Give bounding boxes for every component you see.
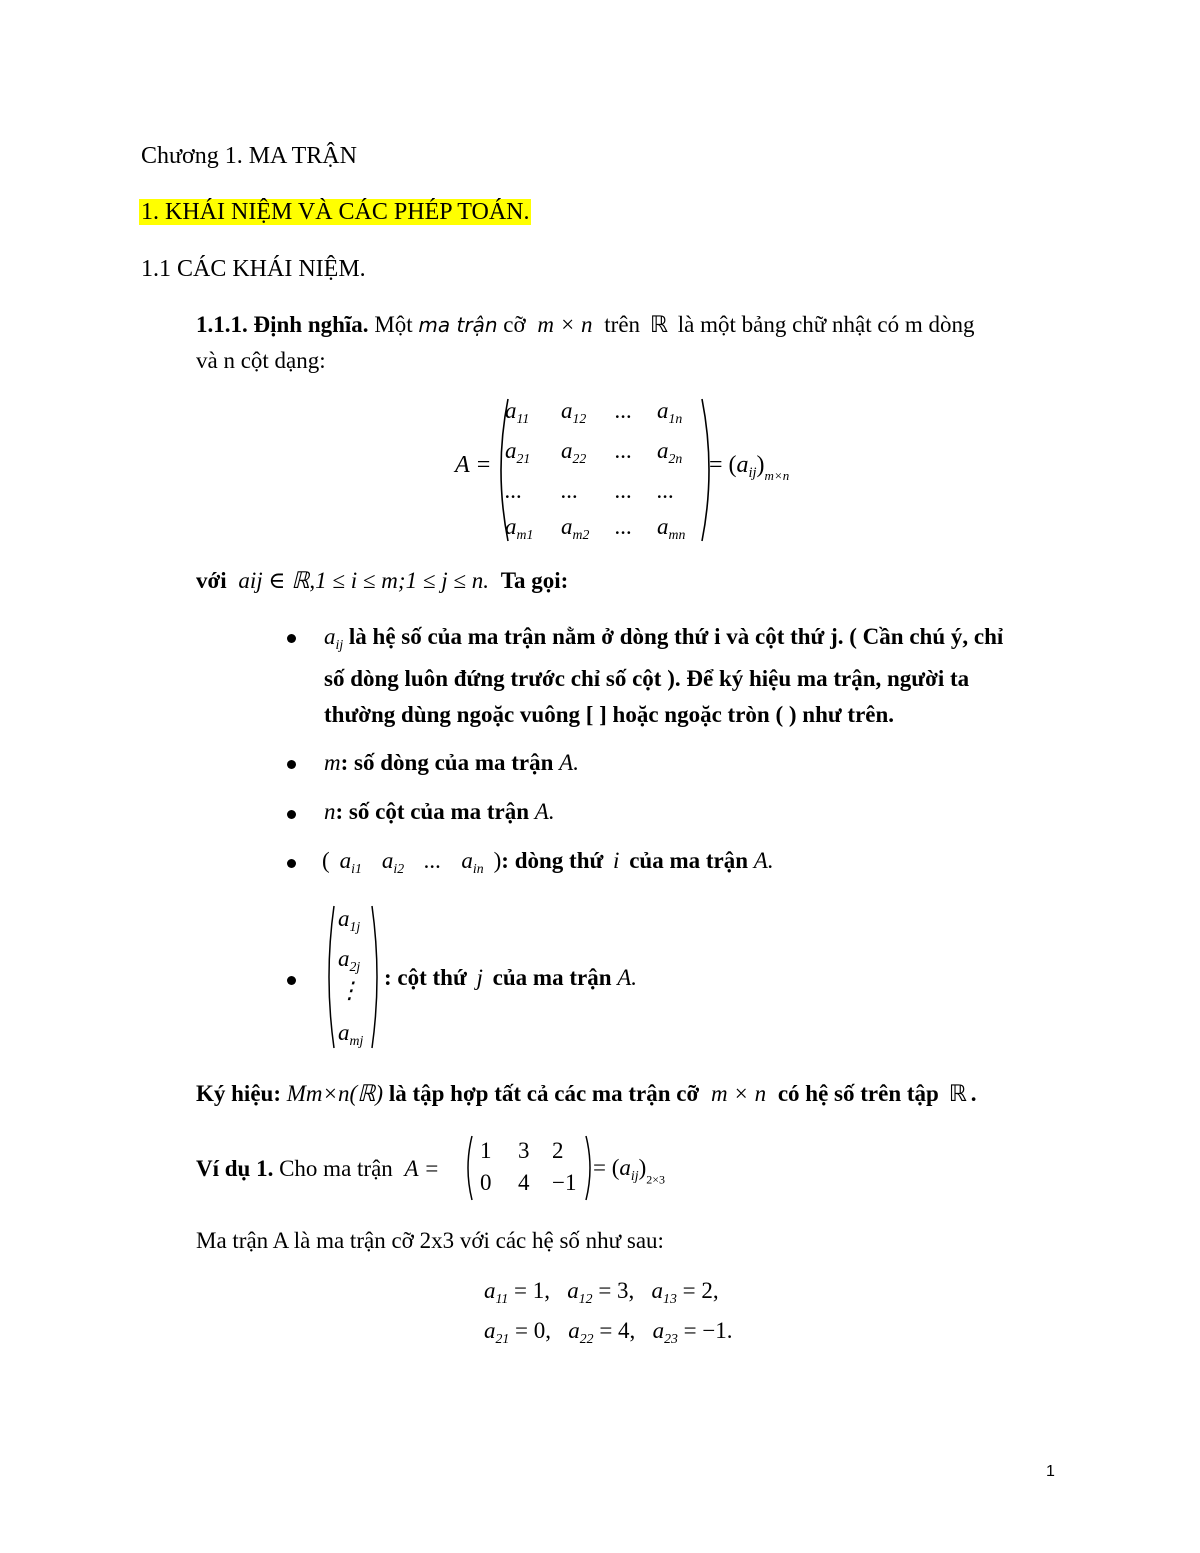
matrix-a-lhs-text: A = bbox=[455, 452, 492, 478]
matrix-a-lhs bbox=[455, 452, 491, 479]
example-rhs-sub-ij: ij bbox=[630, 1167, 639, 1183]
notation-size: m × n bbox=[710, 1081, 767, 1106]
definition-size: m × n bbox=[537, 312, 593, 337]
definition-text-4: là một bảng chữ nhật có m dòng bbox=[677, 312, 975, 337]
matrix-a-cell: ... bbox=[657, 478, 675, 503]
example-matrix-cell: 1 bbox=[480, 1138, 492, 1163]
bullet-1-line-1 bbox=[324, 624, 1003, 650]
col-vector-entry: ⋮ bbox=[338, 978, 361, 1003]
row-vector-entry: $a_{in}$ bbox=[461, 848, 484, 876]
coef-line-2: $a_{21} = 0$, $a_{22} = 4$, $a_{23} = -1$. bbox=[484, 1318, 733, 1346]
bullet-5-column bbox=[334, 906, 374, 1052]
matrix-a-cell: ... bbox=[505, 478, 523, 503]
example-rhs bbox=[593, 1155, 666, 1187]
bullet-1-var: $a_{ij}$ bbox=[324, 624, 344, 652]
bullet-3-end: A. bbox=[534, 799, 555, 824]
bullet-1-text-1: là hệ số của ma trận nằm ở dòng thứ i và cột thứ j. ( Cần chú ý, chỉ bbox=[348, 624, 1004, 649]
bullet-5-var: j bbox=[476, 965, 483, 990]
matrix-a-cell: ... bbox=[615, 398, 633, 423]
bullet-5-end: A. bbox=[617, 965, 638, 990]
bullet-4-var: i bbox=[613, 848, 620, 873]
bullet-1-line-3: thường dùng ngoặc vuông [ ] hoặc ngoặc tròn ( ) như trên. bbox=[324, 702, 895, 727]
example-lhs: A = bbox=[404, 1156, 440, 1181]
row-vector-entry: $a_{i2}$ bbox=[381, 848, 405, 876]
notation-text-2: có hệ số trên tập bbox=[777, 1081, 939, 1106]
example-line bbox=[196, 1156, 439, 1182]
example-matrix bbox=[472, 1136, 590, 1202]
matrix-a-rhs bbox=[709, 452, 790, 483]
example-matrix-cell: 0 bbox=[480, 1170, 492, 1195]
definition-text-2: cỡ bbox=[503, 312, 526, 337]
matrix-a-cell: ... bbox=[615, 438, 633, 463]
coef-line-1: $a_{11} = 1$, $a_{12} = 3$, $a_{13} = 2$, bbox=[484, 1278, 719, 1306]
example-matrix-cell: −1 bbox=[552, 1170, 577, 1195]
bullet-2-line bbox=[324, 750, 579, 776]
matrix-a-cell: $a_{mn}$ bbox=[657, 514, 686, 542]
col-vector-entry: $a_{1j}$ bbox=[338, 906, 361, 934]
bullet-4-line bbox=[322, 848, 774, 874]
bullet-1-line-2: số dòng luôn đứng trước chỉ số cột ). Để ký hiệu ma trận, người ta bbox=[324, 666, 970, 691]
matrix-a-body bbox=[505, 398, 705, 548]
example-rhs-sub-size: 2×3 bbox=[646, 1172, 666, 1187]
example-description: Ma trận A là ma trận cỡ 2x3 với các hệ số như sau: bbox=[196, 1228, 664, 1253]
bullet-4-text: : dòng thứ bbox=[501, 848, 604, 873]
example-label: Ví dụ 1. bbox=[196, 1156, 274, 1181]
notation-field: ℝ bbox=[948, 1081, 967, 1107]
example-matrix-cell: 4 bbox=[518, 1170, 530, 1195]
bullet-2-var: m bbox=[324, 750, 341, 775]
bullet-3-var: n bbox=[324, 799, 336, 824]
example-rhs-a: a bbox=[619, 1155, 631, 1180]
example-rhs-close: ) bbox=[638, 1155, 647, 1180]
bullet-5-line bbox=[384, 965, 637, 991]
example-matrix-cell: 2 bbox=[552, 1138, 564, 1163]
notation-math: Mm×n(ℝ) bbox=[286, 1081, 384, 1106]
example-rhs-eq: = ( bbox=[593, 1155, 620, 1180]
matrix-a-cell: $a_{2n}$ bbox=[657, 438, 683, 466]
matrix-a-cell: $a_{1n}$ bbox=[657, 398, 683, 426]
matrix-a-cell: $a_{22}$ bbox=[561, 438, 587, 466]
bullet-3-text: : số cột của ma trận bbox=[335, 799, 530, 824]
definition-text-1: Một bbox=[374, 312, 413, 337]
subsection-title: 1.1 CÁC KHÁI NIỆM. bbox=[141, 256, 366, 282]
condition-suffix: Ta gọi: bbox=[500, 568, 569, 593]
matrix-a-cell: $a_{m1}$ bbox=[505, 514, 534, 542]
definition-line-2: và n cột dạng: bbox=[196, 348, 326, 373]
definition-text-3: trên bbox=[604, 312, 641, 337]
condition-math: aij ∈ ℝ,1 ≤ i ≤ m;1 ≤ j ≤ n. bbox=[238, 568, 489, 593]
matrix-a-cell: ... bbox=[615, 514, 633, 539]
section-title bbox=[139, 199, 531, 226]
bullet-2-end: A. bbox=[559, 750, 579, 775]
definition-term: ma trận bbox=[418, 313, 498, 337]
matrix-a-cell: $a_{m2}$ bbox=[561, 514, 590, 542]
bullet-2-text: : số dòng của ma trận bbox=[340, 750, 554, 775]
bullet-4-end: A. bbox=[753, 848, 774, 873]
bullet-4-text-2: của ma trận bbox=[629, 848, 749, 873]
col-vector-entry: $a_{mj}$ bbox=[338, 1020, 364, 1048]
definition-line-1 bbox=[196, 312, 974, 338]
matrix-a-cell: ... bbox=[615, 478, 633, 503]
matrix-a-rhs-a: a bbox=[736, 452, 749, 478]
bullet-4-dot bbox=[287, 859, 296, 868]
matrix-a-cell: $a_{11}$ bbox=[505, 398, 530, 426]
bullet-4-open: ( bbox=[322, 848, 330, 873]
condition-prefix: với bbox=[196, 568, 227, 593]
bullet-1-dot bbox=[287, 634, 296, 643]
matrix-a-cell: $a_{12}$ bbox=[561, 398, 587, 426]
bullet-5-text-2: của ma trận bbox=[492, 965, 612, 990]
col-vector-entry: $a_{2j}$ bbox=[338, 946, 361, 974]
bullet-4-close: ) bbox=[493, 848, 502, 873]
matrix-a-cell: ... bbox=[561, 478, 579, 503]
chapter-title: Chương 1. MA TRẬN bbox=[141, 143, 357, 169]
definition-label: 1.1.1. Định nghĩa. bbox=[196, 312, 369, 337]
matrix-a-rhs-close: ) bbox=[756, 452, 765, 478]
definition-field: ℝ bbox=[649, 312, 668, 338]
bullet-4-row bbox=[330, 848, 494, 876]
condition-line bbox=[196, 568, 568, 594]
notation-line bbox=[196, 1081, 977, 1107]
bullet-2-dot bbox=[287, 760, 296, 769]
matrix-a-rhs-sub-mn: m×n bbox=[764, 467, 790, 483]
bullet-3-dot bbox=[287, 810, 296, 819]
bullet-5-text: : cột thứ bbox=[384, 965, 467, 990]
row-vector-entry: $a_{i1}$ bbox=[339, 848, 362, 876]
matrix-a-cell: $a_{21}$ bbox=[505, 438, 531, 466]
row-vector-entry: ... bbox=[424, 848, 442, 873]
notation-text: là tập hợp tất cả các ma trận cỡ bbox=[388, 1081, 700, 1106]
bullet-5-dot bbox=[287, 976, 296, 985]
notation-end: . bbox=[970, 1081, 977, 1106]
matrix-a-rhs-eq: = ( bbox=[709, 452, 737, 478]
section-title-text: 1. KHÁI NIỆM VÀ CÁC PHÉP TOÁN. bbox=[141, 199, 530, 225]
notation-prefix: Ký hiệu: bbox=[196, 1081, 281, 1106]
page-number: 1 bbox=[1046, 1463, 1055, 1480]
example-text: Cho ma trận bbox=[279, 1156, 393, 1181]
example-matrix-cell: 3 bbox=[518, 1138, 530, 1163]
matrix-a-rhs-sub-ij: ij bbox=[748, 465, 757, 482]
bullet-3-line bbox=[324, 799, 555, 825]
